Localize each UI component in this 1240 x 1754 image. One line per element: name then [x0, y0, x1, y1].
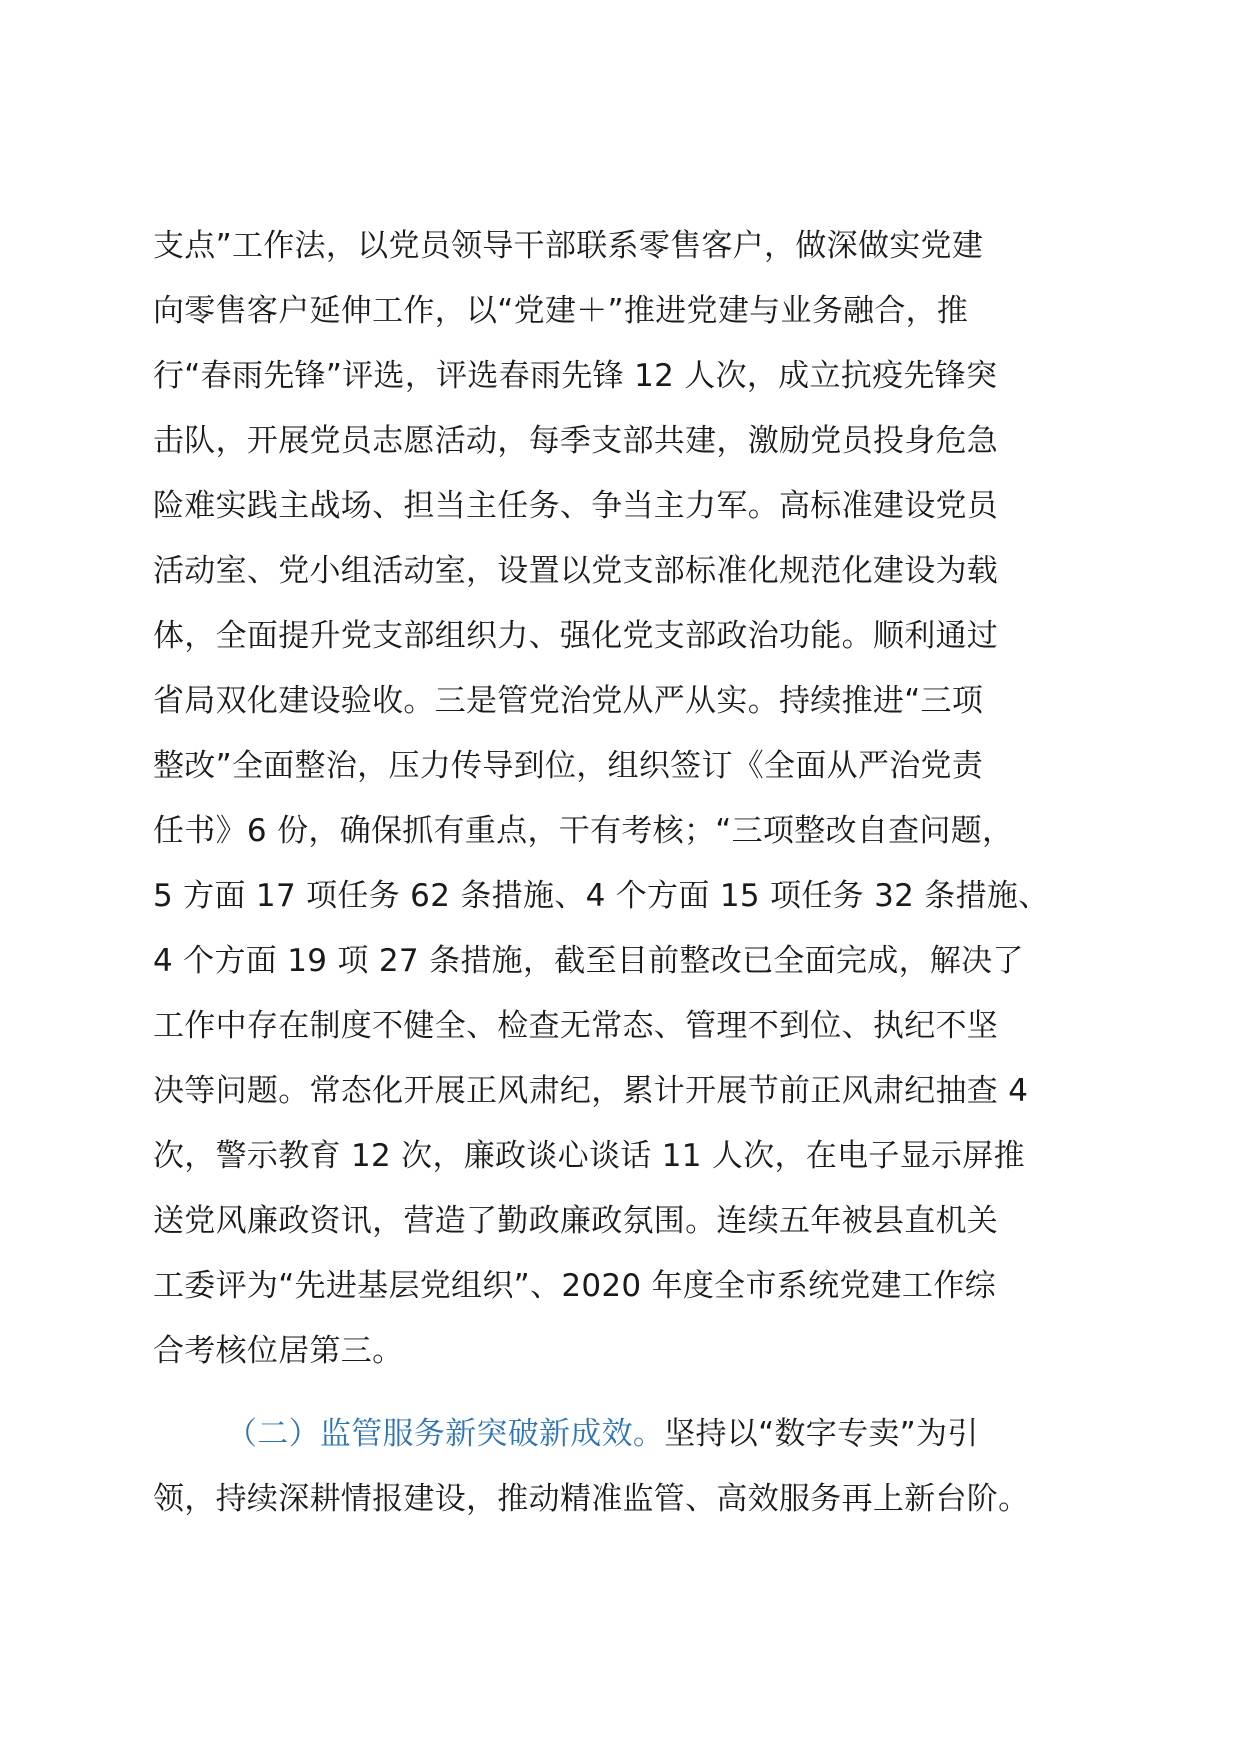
text-line: 工委评为“先进基层党组织”、2020 年度全市系统党建工作综: [153, 1268, 996, 1304]
text-line: 次，警示教育 12 次，廉政谈心谈话 11 人次，在电子显示屏推: [153, 1138, 1025, 1174]
paragraph-party-building: [153, 214, 1098, 1384]
text-line: 合考核位居第三。: [153, 1333, 404, 1369]
document-body: [153, 214, 1098, 1532]
text-line: [153, 1402, 1098, 1467]
text-line: 支点”工作法，以党员领导干部联系零售客户，做深做实党建: [153, 228, 984, 264]
text-line: 省局双化建设验收。三是管党治党从严从实。持续推进“三项: [153, 683, 984, 719]
text-line: 5 方面 17 项任务 62 条措施、4 个方面 15 项任务 32 条措施、: [153, 878, 1050, 914]
text-line: 整改”全面整治，压力传导到位，组织签订《全面从严治党责: [153, 748, 984, 784]
text-line: 4 个方面 19 项 27 条措施，截至目前整改已全面完成，解决了: [153, 943, 1024, 979]
paragraph-spacer: [153, 1384, 1098, 1402]
text-line: 向零售客户延伸工作，以“党建＋”推进党建与业务融合，推: [153, 293, 969, 329]
text-line: 行“春雨先锋”评选，评选春雨先锋 12 人次，成立抗疫先锋突: [153, 358, 998, 394]
section-heading: （二）监管服务新突破新成效。: [226, 1416, 665, 1452]
text-line: 任书》6 份，确保抓有重点，干有考核；“三项整改自查问题，: [153, 813, 1014, 849]
text-line: 击队，开展党员志愿活动，每季支部共建，激励党员投身危急: [153, 423, 999, 459]
text-line: 活动室、党小组活动室，设置以党支部标准化规范化建设为载: [153, 553, 999, 589]
text-line: 体，全面提升党支部组织力、强化党支部政治功能。顺利通过: [153, 618, 999, 654]
text-line: 领，持续深耕情报建设，推动精准监管、高效服务再上新台阶。: [153, 1481, 1030, 1517]
text-line: 工作中存在制度不健全、检查无常态、管理不到位、执纪不坚: [153, 1008, 999, 1044]
paragraph-supervision-service: [153, 1402, 1098, 1532]
text-line: 送党风廉政资讯，营造了勤政廉政氛围。连续五年被县直机关: [153, 1203, 999, 1239]
section-intro-text: 坚持以“数字专卖”为引: [664, 1416, 979, 1452]
text-line: 险难实践主战场、担当主任务、争当主力军。高标准建设党员: [153, 488, 999, 524]
text-line: 决等问题。常态化开展正风肃纪，累计开展节前正风肃纪抽查 4: [153, 1073, 1029, 1109]
